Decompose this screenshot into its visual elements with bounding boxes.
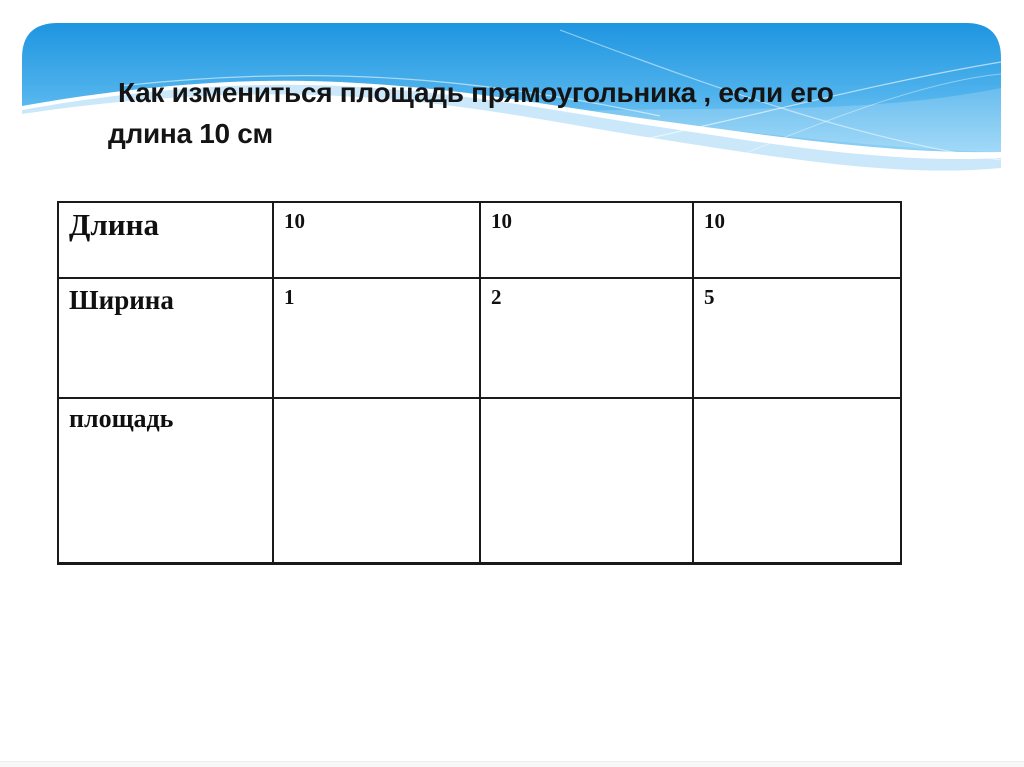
row-header-length: Длина [58, 202, 273, 278]
table-row-width [58, 278, 901, 398]
table-cell: 1 [273, 278, 480, 398]
table-cell-empty [480, 398, 693, 564]
table-cell-empty [693, 398, 901, 564]
table-cell: 10 [480, 202, 693, 278]
table-cell: 2 [480, 278, 693, 398]
table-cell: 10 [693, 202, 901, 278]
slide-bottom-edge [0, 761, 1024, 767]
table-cell: 10 [273, 202, 480, 278]
row-header-area: площадь [58, 398, 273, 564]
rectangle-area-table [57, 201, 902, 565]
page-title-line2: длина 10 см [108, 118, 273, 149]
table-row-area [58, 398, 901, 564]
page-title-line1: Как измениться площадь прямоугольника , если его [118, 77, 834, 108]
table-cell-empty [273, 398, 480, 564]
table-row-length [58, 202, 901, 278]
table-cell: 5 [693, 278, 901, 398]
row-header-width: Ширина [58, 278, 273, 398]
